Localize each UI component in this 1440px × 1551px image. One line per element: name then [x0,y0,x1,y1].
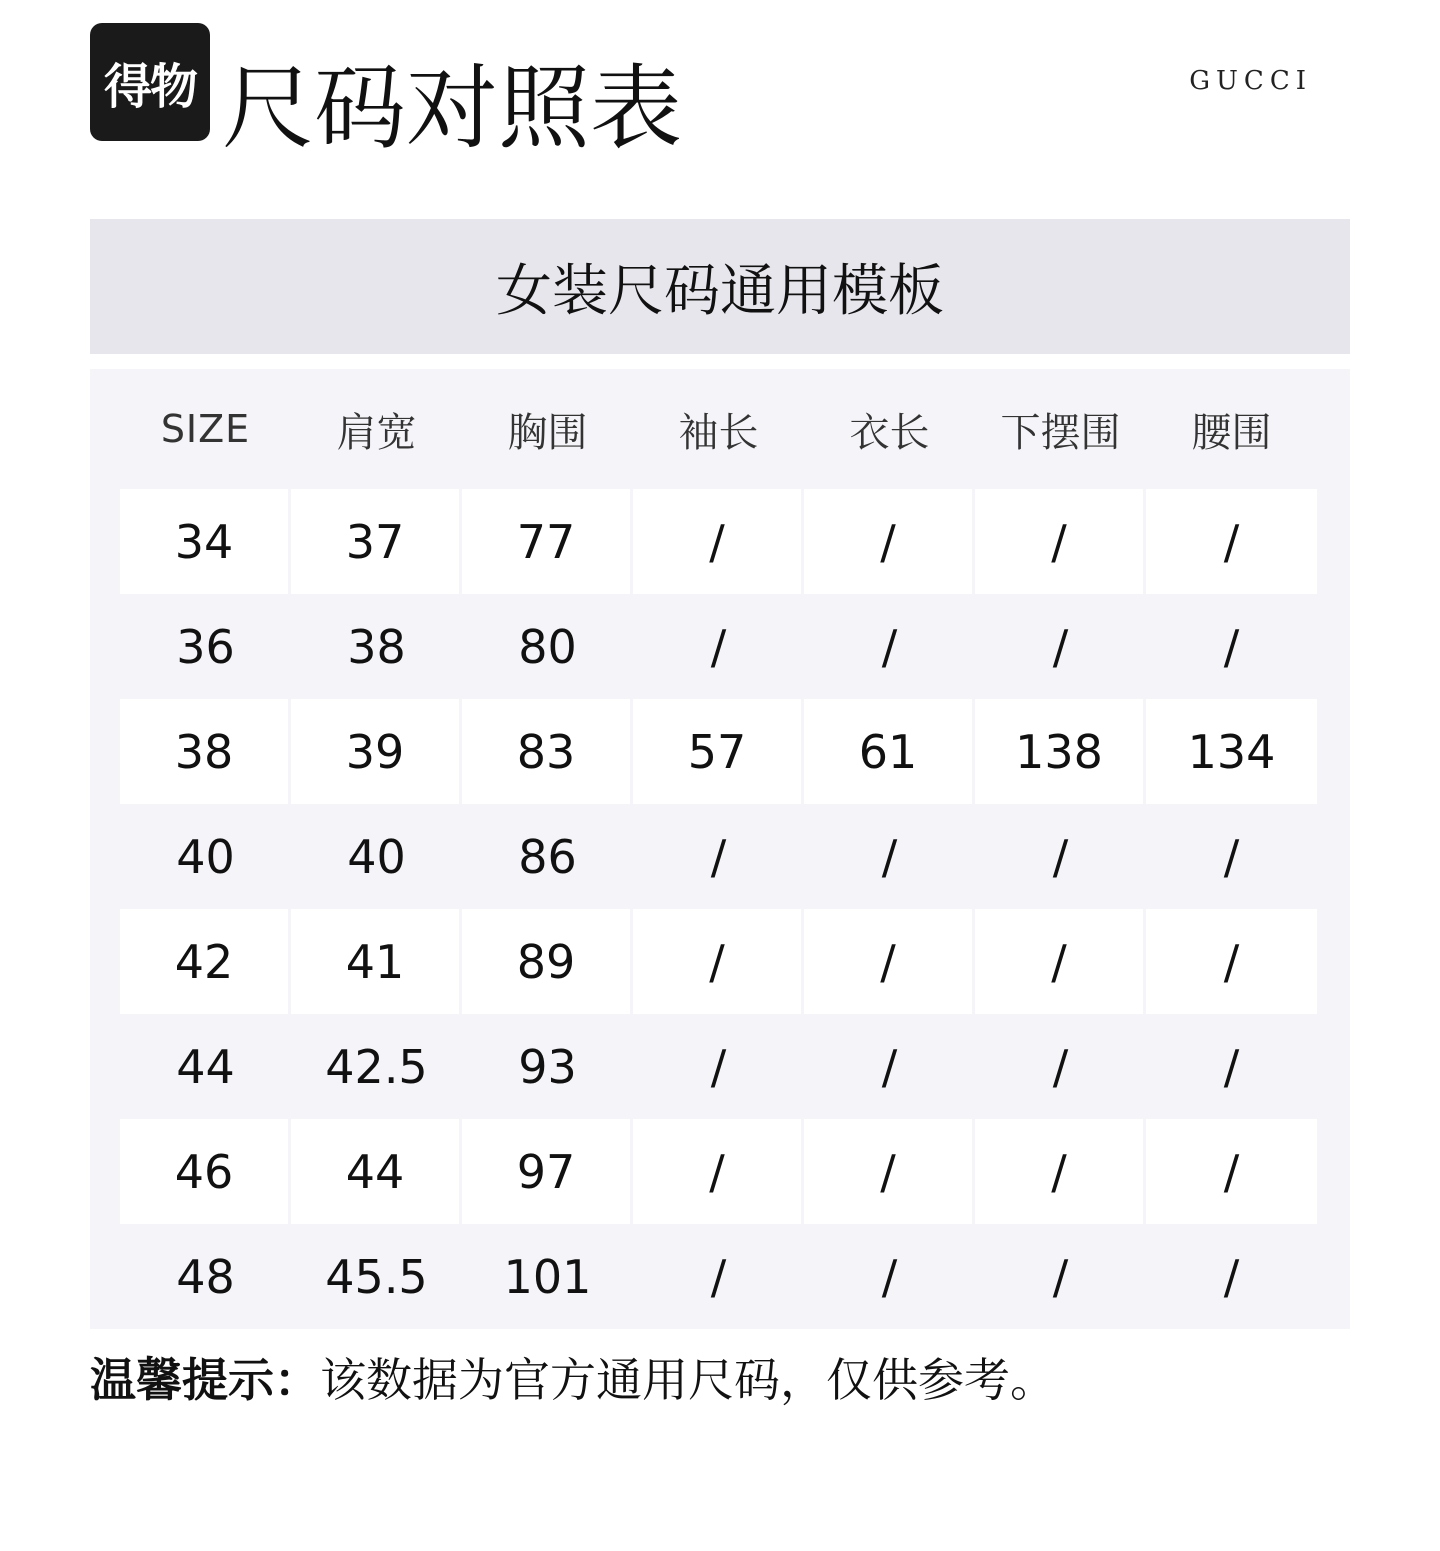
table-cell: / [710,619,727,674]
table-header-row [120,369,1317,489]
table-cell: / [1052,829,1069,884]
table-cell: 41 [291,909,462,1014]
table-cell: / [804,489,975,594]
table-cell: 138 [975,699,1146,804]
table-cell: / [710,1249,727,1304]
table-cell: 48 [176,1249,235,1304]
column-header-sleeve: 袖长 [678,409,759,456]
table-cell: 37 [291,489,462,594]
table-body [120,489,1317,1329]
table-cell: / [1223,829,1240,884]
table-cell: 57 [633,699,804,804]
table-cell: 93 [518,1039,577,1094]
table-cell: / [1223,619,1240,674]
table-cell: / [1052,1249,1069,1304]
table-cell: / [1052,619,1069,674]
tip-note [90,1348,1056,1412]
column-header-shoulder: 肩宽 [336,409,417,456]
brand-name: GUCCI [1189,66,1312,96]
table-cell: / [804,909,975,1014]
table-cell: 83 [462,699,633,804]
table-cell: 80 [518,619,577,674]
size-table [90,369,1350,1329]
table-cell: / [633,1119,804,1224]
table-cell: / [881,1039,898,1094]
table-cell: / [1146,1119,1317,1224]
column-header-size: SIZE [160,407,251,451]
table-cell: 134 [1146,699,1317,804]
table-cell: / [710,1039,727,1094]
table-cell: 36 [176,619,235,674]
table-cell: / [881,619,898,674]
table-cell: / [633,909,804,1014]
table-cell: 61 [804,699,975,804]
column-header-hem: 下摆围 [1000,409,1121,456]
table-cell: / [1146,909,1317,1014]
table-row [120,1224,1317,1329]
table-cell: 89 [462,909,633,1014]
table-cell: 42.5 [325,1039,428,1094]
table-cell: 97 [462,1119,633,1224]
table-heading: 女装尺码通用模板 [90,219,1350,354]
table-cell: / [1146,489,1317,594]
column-header-length: 衣长 [849,409,930,456]
table-cell: / [633,489,804,594]
table-cell: / [975,489,1146,594]
table-cell: / [1052,1039,1069,1094]
table-cell: / [1223,1249,1240,1304]
table-row [120,1119,1317,1224]
table-row [120,489,1317,594]
table-cell: 45.5 [325,1249,428,1304]
column-header-bust: 胸围 [507,409,588,456]
table-row [120,909,1317,1014]
table-cell: 40 [347,829,406,884]
table-cell: 34 [120,489,291,594]
table-row [120,594,1317,699]
page-title: 尺码对照表 [222,55,683,162]
logo-text: 得物 [103,58,196,115]
table-cell: / [975,909,1146,1014]
table-cell: / [975,1119,1146,1224]
tip-label: 温馨提示： [90,1353,320,1407]
table-cell: 38 [347,619,406,674]
table-cell: / [804,1119,975,1224]
table-cell: 86 [518,829,577,884]
table-cell: 39 [291,699,462,804]
table-row [120,1014,1317,1119]
table-cell: 40 [176,829,235,884]
table-row [120,699,1317,804]
table-cell: / [1223,1039,1240,1094]
dewu-logo [90,23,210,141]
tip-text: 该数据为官方通用尺码，仅供参考。 [320,1353,1056,1407]
table-cell: 38 [120,699,291,804]
table-cell: 44 [291,1119,462,1224]
table-cell: / [881,1249,898,1304]
table-cell: 101 [503,1249,592,1304]
table-cell: 77 [462,489,633,594]
table-cell: 42 [120,909,291,1014]
table-cell: 46 [120,1119,291,1224]
column-header-waist: 腰围 [1191,409,1272,456]
table-cell: / [710,829,727,884]
table-cell: 44 [176,1039,235,1094]
table-row [120,804,1317,909]
table-cell: / [881,829,898,884]
